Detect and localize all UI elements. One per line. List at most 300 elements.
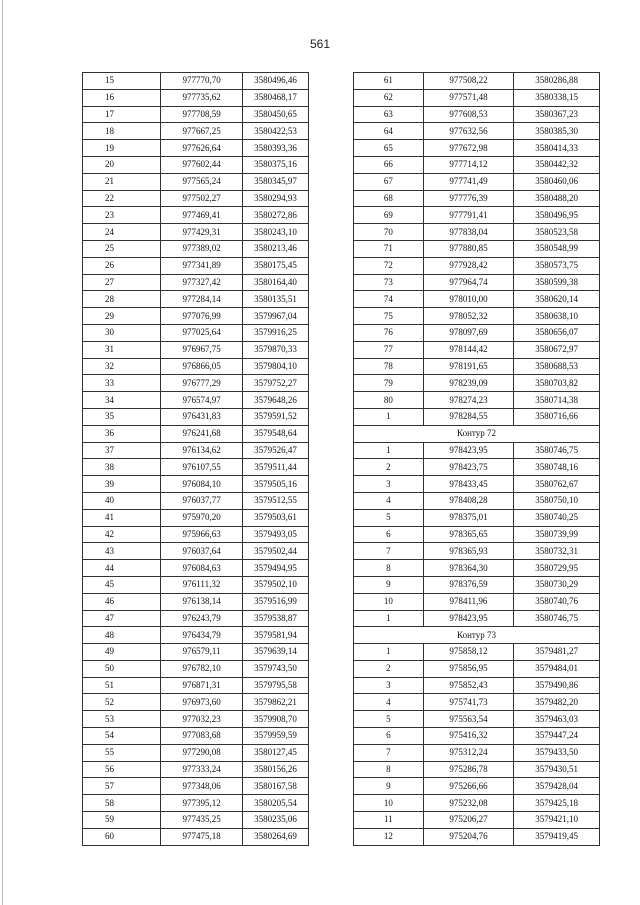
- point-number-cell: 46: [83, 593, 161, 610]
- y-coordinate-cell: 3579648,26: [243, 392, 309, 409]
- table-row: [354, 778, 600, 795]
- point-number-cell: 6: [354, 728, 424, 745]
- table-row: [83, 593, 309, 610]
- y-coordinate-cell: 3580450,65: [243, 106, 309, 123]
- y-coordinate-cell: 3579959,59: [243, 728, 309, 745]
- table-row: [83, 627, 309, 644]
- point-number-cell: 21: [83, 173, 161, 190]
- y-coordinate-cell: 3580688,53: [514, 358, 600, 375]
- table-row: [354, 543, 600, 560]
- table-row: [354, 492, 600, 509]
- table-row: [83, 123, 309, 140]
- point-number-cell: 64: [354, 123, 424, 140]
- table-row: [354, 123, 600, 140]
- y-coordinate-cell: 3580393,36: [243, 140, 309, 157]
- y-coordinate-cell: 3580496,46: [243, 73, 309, 90]
- y-coordinate-cell: 3580135,51: [243, 291, 309, 308]
- x-coordinate-cell: 975970,20: [161, 509, 243, 526]
- point-number-cell: 40: [83, 492, 161, 509]
- x-coordinate-cell: 976574,97: [161, 392, 243, 409]
- table-row: [354, 509, 600, 526]
- table-row: [83, 257, 309, 274]
- y-coordinate-cell: 3580264,69: [243, 828, 309, 845]
- point-number-cell: 10: [354, 795, 424, 812]
- y-coordinate-cell: 3580272,86: [243, 207, 309, 224]
- table-row: [354, 324, 600, 341]
- y-coordinate-cell: 3580729,95: [514, 560, 600, 577]
- table-row: [83, 89, 309, 106]
- x-coordinate-cell: 976084,63: [161, 560, 243, 577]
- point-number-cell: 39: [83, 476, 161, 493]
- x-coordinate-cell: 975856,95: [423, 660, 513, 677]
- point-number-cell: 38: [83, 459, 161, 476]
- page-edge-line: [2, 0, 3, 905]
- x-coordinate-cell: 978052,32: [423, 308, 513, 325]
- y-coordinate-cell: 3579516,99: [243, 593, 309, 610]
- y-coordinate-cell: 3580739,99: [514, 526, 600, 543]
- y-coordinate-cell: 3580375,16: [243, 156, 309, 173]
- table-row: [83, 140, 309, 157]
- x-coordinate-cell: 977770,70: [161, 73, 243, 90]
- y-coordinate-cell: 3579639,14: [243, 644, 309, 661]
- point-number-cell: 37: [83, 442, 161, 459]
- y-coordinate-cell: 3579908,70: [243, 711, 309, 728]
- coordinates-table-right: [353, 72, 600, 846]
- y-coordinate-cell: 3579591,52: [243, 408, 309, 425]
- x-coordinate-cell: 975966,63: [161, 526, 243, 543]
- table-row: [83, 711, 309, 728]
- point-number-cell: 5: [354, 711, 424, 728]
- y-coordinate-cell: 3580414,33: [514, 140, 600, 157]
- x-coordinate-cell: 975563,54: [423, 711, 513, 728]
- point-number-cell: 24: [83, 224, 161, 241]
- y-coordinate-cell: 3580167,58: [243, 778, 309, 795]
- table-row: [354, 828, 600, 845]
- y-coordinate-cell: 3580599,38: [514, 274, 600, 291]
- y-coordinate-cell: 3579490,86: [514, 677, 600, 694]
- table-row: [354, 728, 600, 745]
- table-row: [83, 576, 309, 593]
- page-number: 561: [309, 37, 331, 51]
- point-number-cell: 10: [354, 593, 424, 610]
- table-row: [83, 492, 309, 509]
- point-number-cell: 72: [354, 257, 424, 274]
- table-row: [354, 106, 600, 123]
- point-number-cell: 7: [354, 543, 424, 560]
- x-coordinate-cell: 975286,78: [423, 761, 513, 778]
- x-coordinate-cell: 977032,23: [161, 711, 243, 728]
- point-number-cell: 44: [83, 560, 161, 577]
- x-coordinate-cell: 978376,59: [423, 576, 513, 593]
- x-coordinate-cell: 978010,00: [423, 291, 513, 308]
- x-coordinate-cell: 975858,12: [423, 644, 513, 661]
- point-number-cell: 26: [83, 257, 161, 274]
- table-row: [354, 89, 600, 106]
- x-coordinate-cell: 978284,55: [423, 408, 513, 425]
- y-coordinate-cell: 3579481,27: [514, 644, 600, 661]
- x-coordinate-cell: 975852,43: [423, 677, 513, 694]
- x-coordinate-cell: 976111,32: [161, 576, 243, 593]
- x-coordinate-cell: 975312,24: [423, 744, 513, 761]
- table-row: [83, 392, 309, 409]
- table-row: [354, 660, 600, 677]
- table-row: [354, 677, 600, 694]
- point-number-cell: 73: [354, 274, 424, 291]
- point-number-cell: 48: [83, 627, 161, 644]
- table-row: [83, 644, 309, 661]
- x-coordinate-cell: 978097,69: [423, 324, 513, 341]
- y-coordinate-cell: 3580468,17: [243, 89, 309, 106]
- y-coordinate-cell: 3579916,25: [243, 324, 309, 341]
- y-coordinate-cell: 3580750,10: [514, 492, 600, 509]
- x-coordinate-cell: 977880,85: [423, 240, 513, 257]
- y-coordinate-cell: 3580205,54: [243, 795, 309, 812]
- table-row: [354, 173, 600, 190]
- point-number-cell: 55: [83, 744, 161, 761]
- y-coordinate-cell: 3579548,64: [243, 425, 309, 442]
- y-coordinate-cell: 3580496,95: [514, 207, 600, 224]
- table-row: [83, 459, 309, 476]
- y-coordinate-cell: 3580175,45: [243, 257, 309, 274]
- point-number-cell: 69: [354, 207, 424, 224]
- point-number-cell: 75: [354, 308, 424, 325]
- x-coordinate-cell: 977838,04: [423, 224, 513, 241]
- table-row: [354, 694, 600, 711]
- table-row: [83, 526, 309, 543]
- point-number-cell: 60: [83, 828, 161, 845]
- point-number-cell: 3: [354, 677, 424, 694]
- x-coordinate-cell: 977469,41: [161, 207, 243, 224]
- table-row: [354, 308, 600, 325]
- y-coordinate-cell: 3579870,33: [243, 341, 309, 358]
- y-coordinate-cell: 3580422,53: [243, 123, 309, 140]
- x-coordinate-cell: 975232,08: [423, 795, 513, 812]
- contour-72-title-row: [354, 425, 600, 442]
- point-number-cell: 62: [354, 89, 424, 106]
- table-row: [354, 240, 600, 257]
- x-coordinate-cell: 976138,14: [161, 593, 243, 610]
- x-coordinate-cell: 977327,42: [161, 274, 243, 291]
- x-coordinate-cell: 977708,59: [161, 106, 243, 123]
- point-number-cell: 17: [83, 106, 161, 123]
- x-coordinate-cell: 977435,25: [161, 812, 243, 829]
- y-coordinate-cell: 3579862,21: [243, 694, 309, 711]
- point-number-cell: 8: [354, 761, 424, 778]
- y-coordinate-cell: 3579511,44: [243, 459, 309, 476]
- x-coordinate-cell: 976241,68: [161, 425, 243, 442]
- point-number-cell: 2: [354, 459, 424, 476]
- contour-73-title-row: [354, 627, 600, 644]
- x-coordinate-cell: 977632,56: [423, 123, 513, 140]
- y-coordinate-cell: 3580740,25: [514, 509, 600, 526]
- y-coordinate-cell: 3579494,95: [243, 560, 309, 577]
- point-number-cell: 79: [354, 375, 424, 392]
- y-coordinate-cell: 3580748,16: [514, 459, 600, 476]
- x-coordinate-cell: 976431,83: [161, 408, 243, 425]
- point-number-cell: 58: [83, 795, 161, 812]
- y-coordinate-cell: 3579743,50: [243, 660, 309, 677]
- x-coordinate-cell: 976973,60: [161, 694, 243, 711]
- x-coordinate-cell: 978365,93: [423, 543, 513, 560]
- point-number-cell: 30: [83, 324, 161, 341]
- x-coordinate-cell: 976967,75: [161, 341, 243, 358]
- x-coordinate-cell: 978365,65: [423, 526, 513, 543]
- y-coordinate-cell: 3579425,18: [514, 795, 600, 812]
- table-row: [83, 324, 309, 341]
- point-number-cell: 18: [83, 123, 161, 140]
- x-coordinate-cell: 977571,48: [423, 89, 513, 106]
- y-coordinate-cell: 3579430,51: [514, 761, 600, 778]
- table-row: [83, 677, 309, 694]
- table-row: [83, 660, 309, 677]
- x-coordinate-cell: 977502,27: [161, 190, 243, 207]
- y-coordinate-cell: 3580127,45: [243, 744, 309, 761]
- y-coordinate-cell: 3580235,06: [243, 812, 309, 829]
- point-number-cell: 50: [83, 660, 161, 677]
- point-number-cell: 11: [354, 812, 424, 829]
- x-coordinate-cell: 978423,95: [423, 610, 513, 627]
- y-coordinate-cell: 3580620,14: [514, 291, 600, 308]
- point-number-cell: 3: [354, 476, 424, 493]
- coordinates-table-left: [82, 72, 309, 846]
- table-row: [83, 224, 309, 241]
- point-number-cell: 45: [83, 576, 161, 593]
- point-number-cell: 78: [354, 358, 424, 375]
- y-coordinate-cell: 3579482,20: [514, 694, 600, 711]
- x-coordinate-cell: 977565,24: [161, 173, 243, 190]
- y-coordinate-cell: 3579419,45: [514, 828, 600, 845]
- table-row: [354, 156, 600, 173]
- y-coordinate-cell: 3580442,32: [514, 156, 600, 173]
- y-coordinate-cell: 3579538,87: [243, 610, 309, 627]
- y-coordinate-cell: 3580730,29: [514, 576, 600, 593]
- table-row: [354, 140, 600, 157]
- table-row: [354, 644, 600, 661]
- y-coordinate-cell: 3580338,15: [514, 89, 600, 106]
- x-coordinate-cell: 978144,42: [423, 341, 513, 358]
- table-row: [83, 694, 309, 711]
- y-coordinate-cell: 3580523,58: [514, 224, 600, 241]
- x-coordinate-cell: 977395,12: [161, 795, 243, 812]
- x-coordinate-cell: 977741,49: [423, 173, 513, 190]
- table-row: [83, 543, 309, 560]
- y-coordinate-cell: 3580243,10: [243, 224, 309, 241]
- point-number-cell: 7: [354, 744, 424, 761]
- table-row: [83, 761, 309, 778]
- y-coordinate-cell: 3579503,61: [243, 509, 309, 526]
- y-coordinate-cell: 3579421,10: [514, 812, 600, 829]
- x-coordinate-cell: 978191,65: [423, 358, 513, 375]
- point-number-cell: 20: [83, 156, 161, 173]
- x-coordinate-cell: 976107,55: [161, 459, 243, 476]
- table-row: [354, 73, 600, 90]
- point-number-cell: 41: [83, 509, 161, 526]
- point-number-cell: 5: [354, 509, 424, 526]
- y-coordinate-cell: 3580740,76: [514, 593, 600, 610]
- table-row: [83, 408, 309, 425]
- point-number-cell: 9: [354, 576, 424, 593]
- table-row: [354, 560, 600, 577]
- y-coordinate-cell: 3579428,04: [514, 778, 600, 795]
- x-coordinate-cell: 976434,79: [161, 627, 243, 644]
- table-row: [354, 744, 600, 761]
- point-number-cell: 49: [83, 644, 161, 661]
- point-number-cell: 65: [354, 140, 424, 157]
- table-row: [83, 425, 309, 442]
- point-number-cell: 23: [83, 207, 161, 224]
- y-coordinate-cell: 3579505,16: [243, 476, 309, 493]
- point-number-cell: 1: [354, 610, 424, 627]
- table-row: [354, 711, 600, 728]
- point-number-cell: 9: [354, 778, 424, 795]
- y-coordinate-cell: 3580732,31: [514, 543, 600, 560]
- x-coordinate-cell: 977475,18: [161, 828, 243, 845]
- y-coordinate-cell: 3579502,44: [243, 543, 309, 560]
- table-row: [83, 190, 309, 207]
- x-coordinate-cell: 977348,06: [161, 778, 243, 795]
- x-coordinate-cell: 977714,12: [423, 156, 513, 173]
- x-coordinate-cell: 976579,11: [161, 644, 243, 661]
- y-coordinate-cell: 3580762,67: [514, 476, 600, 493]
- table-row: [83, 341, 309, 358]
- contour-72-title: Контур 72: [354, 425, 600, 442]
- point-number-cell: 54: [83, 728, 161, 745]
- table-row: [83, 156, 309, 173]
- x-coordinate-cell: 977672,98: [423, 140, 513, 157]
- table-row: [354, 576, 600, 593]
- point-number-cell: 59: [83, 812, 161, 829]
- y-coordinate-cell: 3579526,47: [243, 442, 309, 459]
- table-row: [354, 274, 600, 291]
- y-coordinate-cell: 3579484,01: [514, 660, 600, 677]
- x-coordinate-cell: 976782,10: [161, 660, 243, 677]
- y-coordinate-cell: 3579512,55: [243, 492, 309, 509]
- y-coordinate-cell: 3580638,10: [514, 308, 600, 325]
- x-coordinate-cell: 978375,01: [423, 509, 513, 526]
- point-number-cell: 6: [354, 526, 424, 543]
- table-row: [83, 274, 309, 291]
- x-coordinate-cell: 977076,99: [161, 308, 243, 325]
- point-number-cell: 51: [83, 677, 161, 694]
- point-number-cell: 43: [83, 543, 161, 560]
- y-coordinate-cell: 3579433,50: [514, 744, 600, 761]
- table-row: [83, 173, 309, 190]
- y-coordinate-cell: 3580714,38: [514, 392, 600, 409]
- table-row: [354, 375, 600, 392]
- table-row: [83, 795, 309, 812]
- point-number-cell: 52: [83, 694, 161, 711]
- y-coordinate-cell: 3580286,88: [514, 73, 600, 90]
- y-coordinate-cell: 3580213,46: [243, 240, 309, 257]
- point-number-cell: 47: [83, 610, 161, 627]
- table-row: [83, 308, 309, 325]
- point-number-cell: 67: [354, 173, 424, 190]
- table-row: [354, 459, 600, 476]
- point-number-cell: 36: [83, 425, 161, 442]
- point-number-cell: 66: [354, 156, 424, 173]
- y-coordinate-cell: 3580156,26: [243, 761, 309, 778]
- x-coordinate-cell: 977389,02: [161, 240, 243, 257]
- x-coordinate-cell: 978423,75: [423, 459, 513, 476]
- point-number-cell: 35: [83, 408, 161, 425]
- point-number-cell: 63: [354, 106, 424, 123]
- table-row: [83, 778, 309, 795]
- x-coordinate-cell: 977290,08: [161, 744, 243, 761]
- y-coordinate-cell: 3580367,23: [514, 106, 600, 123]
- table-row: [354, 291, 600, 308]
- point-number-cell: 4: [354, 492, 424, 509]
- table-row: [83, 207, 309, 224]
- contour-73-title: Контур 73: [354, 627, 600, 644]
- table-row: [354, 442, 600, 459]
- y-coordinate-cell: 3579581,94: [243, 627, 309, 644]
- x-coordinate-cell: 976134,62: [161, 442, 243, 459]
- y-coordinate-cell: 3580345,97: [243, 173, 309, 190]
- point-number-cell: 80: [354, 392, 424, 409]
- y-coordinate-cell: 3579493,05: [243, 526, 309, 543]
- x-coordinate-cell: 977626,64: [161, 140, 243, 157]
- point-number-cell: 1: [354, 644, 424, 661]
- y-coordinate-cell: 3580656,07: [514, 324, 600, 341]
- y-coordinate-cell: 3580548,99: [514, 240, 600, 257]
- x-coordinate-cell: 977928,42: [423, 257, 513, 274]
- point-number-cell: 8: [354, 560, 424, 577]
- x-coordinate-cell: 977791,41: [423, 207, 513, 224]
- x-coordinate-cell: 977608,53: [423, 106, 513, 123]
- table-row: [83, 728, 309, 745]
- table-row: [83, 812, 309, 829]
- point-number-cell: 27: [83, 274, 161, 291]
- point-number-cell: 28: [83, 291, 161, 308]
- table-row: [354, 358, 600, 375]
- x-coordinate-cell: 975204,76: [423, 828, 513, 845]
- point-number-cell: 19: [83, 140, 161, 157]
- point-number-cell: 76: [354, 324, 424, 341]
- x-coordinate-cell: 977508,22: [423, 73, 513, 90]
- table-row: [354, 392, 600, 409]
- table-row: [83, 442, 309, 459]
- y-coordinate-cell: 3580573,75: [514, 257, 600, 274]
- x-coordinate-cell: 978433,45: [423, 476, 513, 493]
- point-number-cell: 22: [83, 190, 161, 207]
- point-number-cell: 12: [354, 828, 424, 845]
- x-coordinate-cell: 978364,30: [423, 560, 513, 577]
- table-row: [354, 593, 600, 610]
- x-coordinate-cell: 975206,27: [423, 812, 513, 829]
- table-row: [83, 744, 309, 761]
- point-number-cell: 68: [354, 190, 424, 207]
- table-row: [83, 476, 309, 493]
- x-coordinate-cell: 977284,14: [161, 291, 243, 308]
- table-row: [354, 761, 600, 778]
- table-row: [354, 207, 600, 224]
- x-coordinate-cell: 977776,39: [423, 190, 513, 207]
- point-number-cell: 15: [83, 73, 161, 90]
- point-number-cell: 32: [83, 358, 161, 375]
- y-coordinate-cell: 3580385,30: [514, 123, 600, 140]
- point-number-cell: 33: [83, 375, 161, 392]
- table-row: [83, 560, 309, 577]
- table-row: [354, 190, 600, 207]
- point-number-cell: 74: [354, 291, 424, 308]
- y-coordinate-cell: 3580716,66: [514, 408, 600, 425]
- y-coordinate-cell: 3579502,10: [243, 576, 309, 593]
- x-coordinate-cell: 977964,74: [423, 274, 513, 291]
- table-row: [354, 257, 600, 274]
- x-coordinate-cell: 978423,95: [423, 442, 513, 459]
- x-coordinate-cell: 978239,09: [423, 375, 513, 392]
- point-number-cell: 53: [83, 711, 161, 728]
